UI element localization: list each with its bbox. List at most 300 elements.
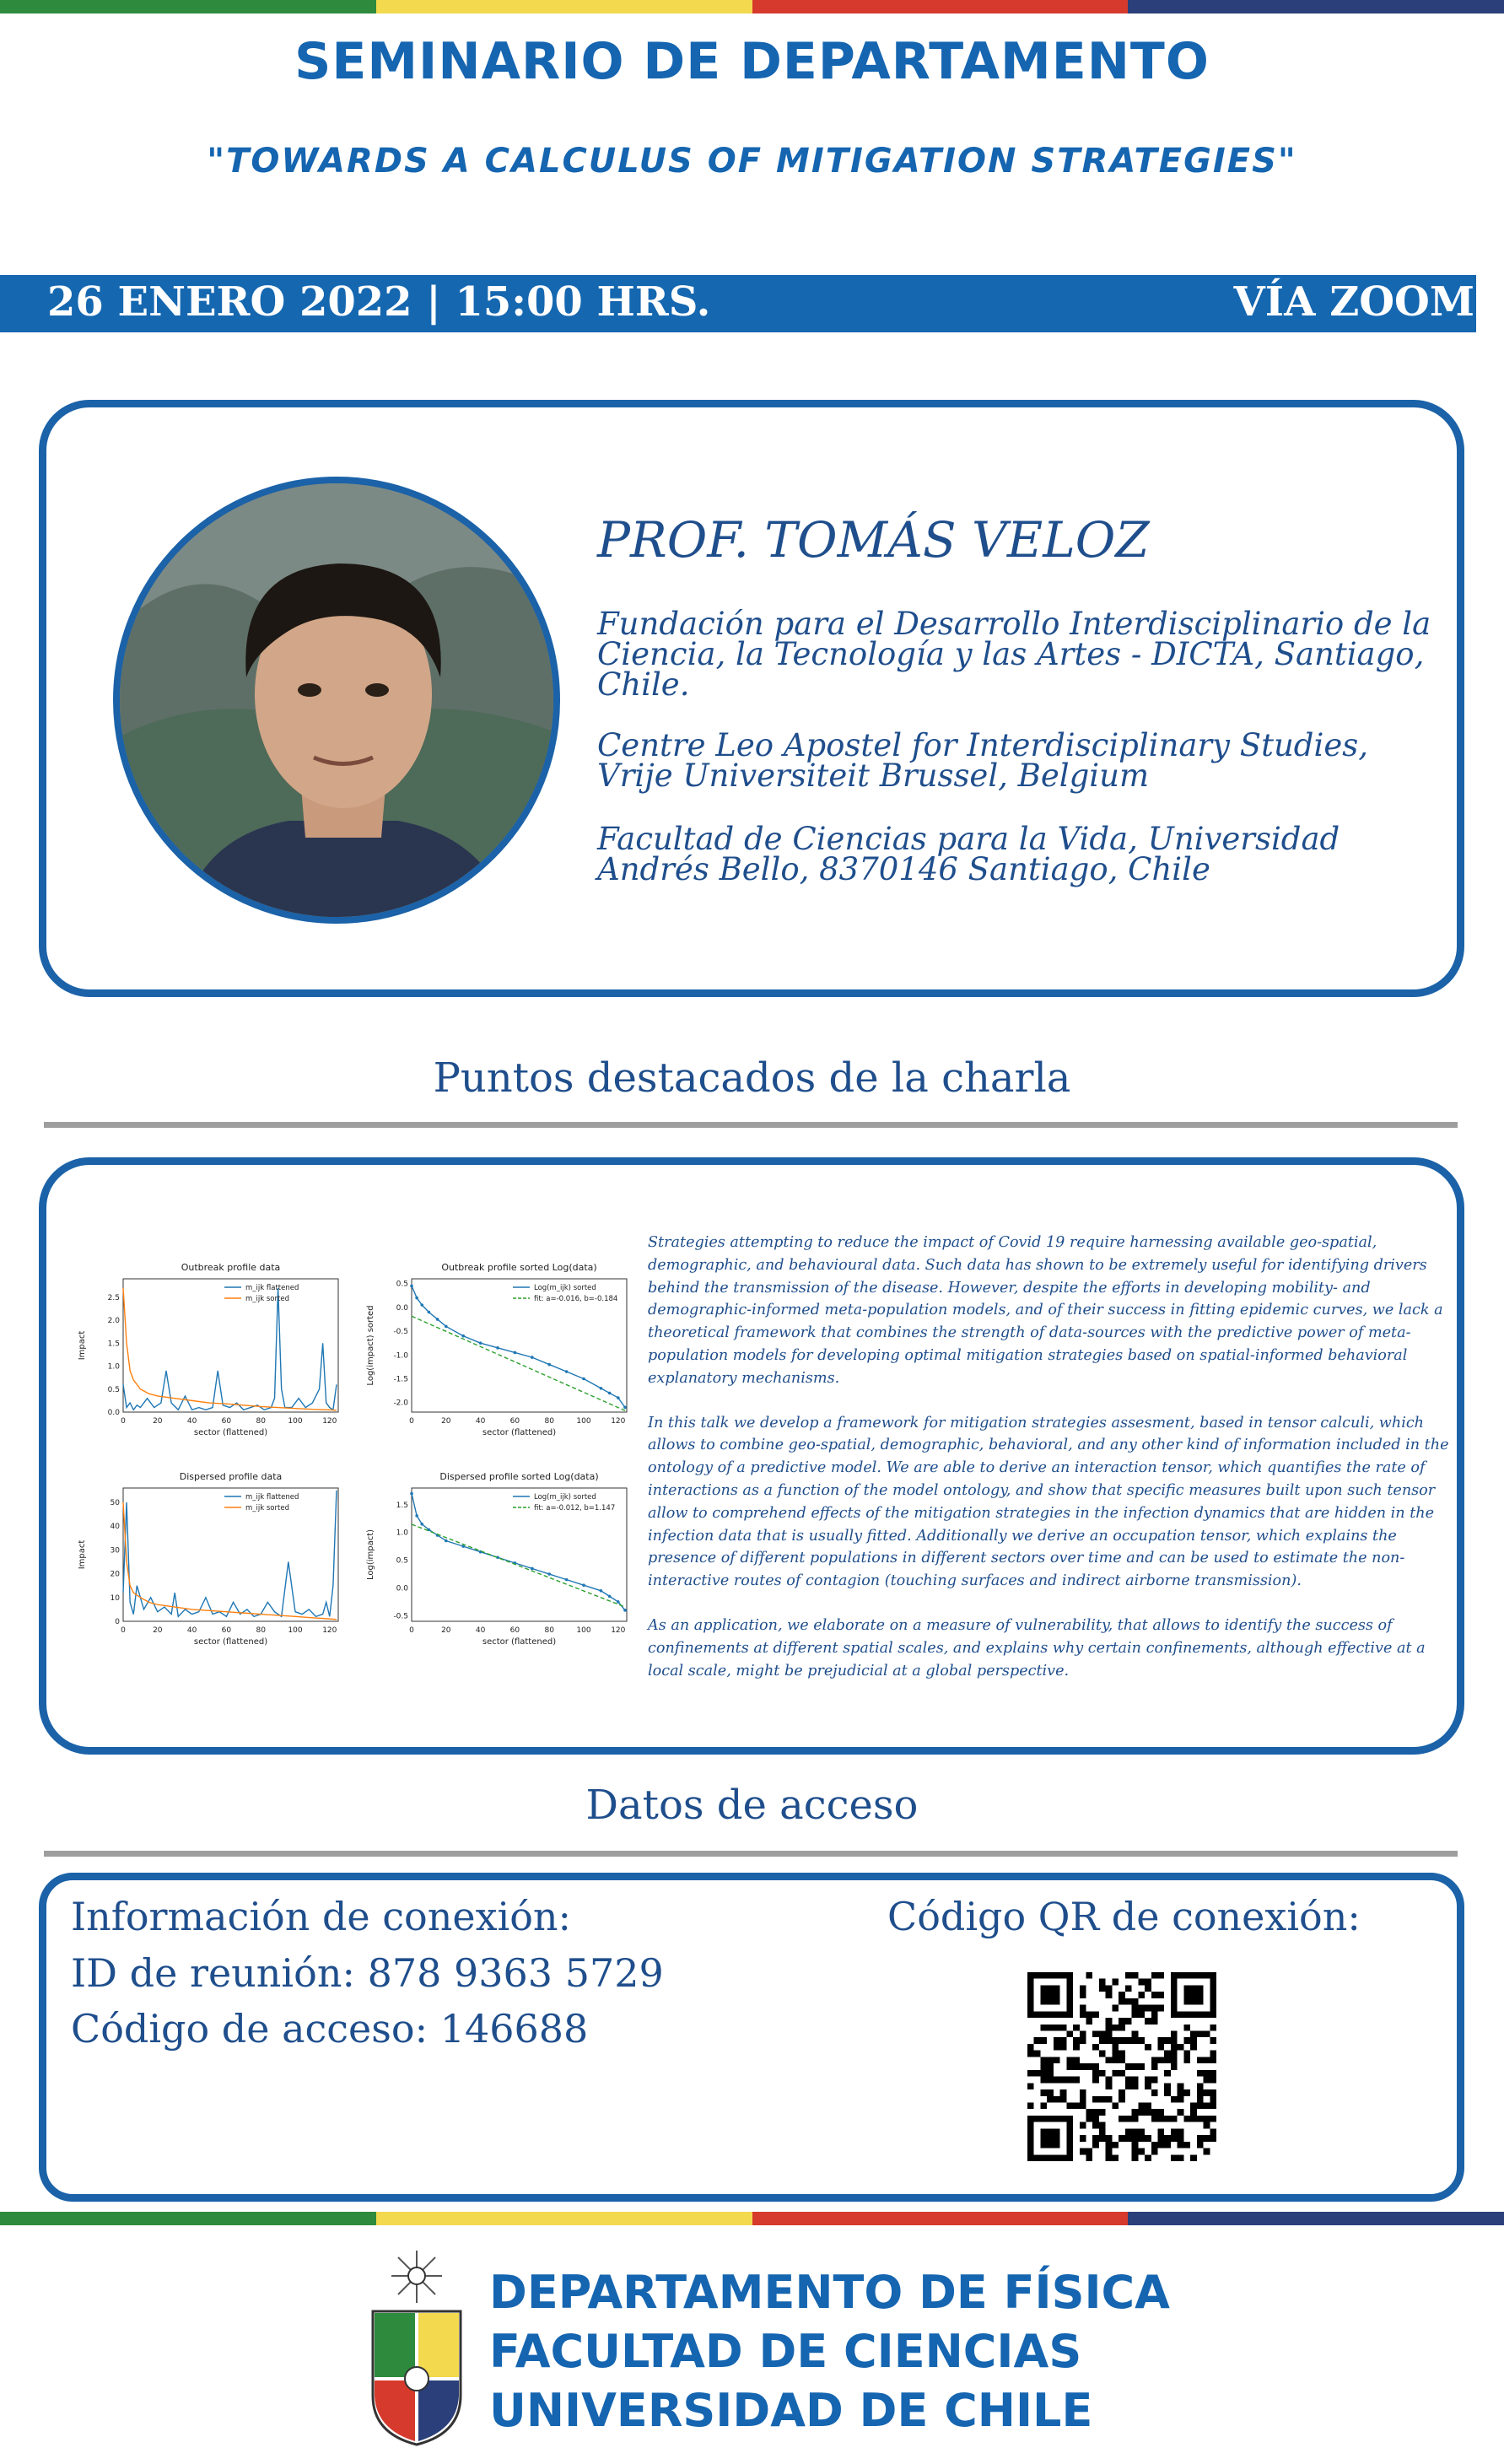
x-tick-label: 100 — [576, 1626, 591, 1635]
y-tick-label: -1.5 — [393, 1375, 408, 1384]
qr-module — [1204, 2070, 1210, 2077]
y-tick-label: 20 — [110, 1570, 120, 1579]
qr-module — [1092, 2122, 1099, 2129]
qr-module — [1099, 2096, 1106, 2103]
qr-module — [1164, 2051, 1171, 2057]
qr-module — [1080, 1985, 1086, 1992]
qr-module — [1138, 2037, 1145, 2044]
qr-module — [1073, 2063, 1080, 2070]
y-tick-label: 1.5 — [396, 1501, 408, 1510]
qr-module — [1125, 1985, 1132, 1992]
qr-module — [1040, 2037, 1047, 2044]
qr-module — [1066, 2057, 1073, 2063]
chart-title: Dispersed profile data — [179, 1471, 283, 1482]
chart-title: Outbreak profile sorted Log(data) — [441, 1262, 597, 1273]
qr-module — [1132, 2109, 1139, 2116]
qr-module — [1040, 2063, 1047, 2070]
qr-module — [1112, 2154, 1119, 2161]
university-name: UNIVERSIDAD DE CHILE — [489, 2384, 1093, 2437]
qr-module — [1092, 2063, 1099, 2070]
qr-module — [1132, 1972, 1139, 1979]
qr-module — [1132, 2142, 1139, 2149]
data-point — [531, 1356, 534, 1359]
qr-module — [1106, 2154, 1113, 2161]
qr-module — [1112, 2102, 1119, 2109]
qr-module — [1151, 2057, 1158, 2063]
qr-module — [1178, 2109, 1184, 2116]
qr-module — [1112, 2051, 1119, 2057]
y-tick-label: 30 — [110, 1546, 120, 1556]
qr-module — [1106, 2096, 1113, 2103]
qr-module — [1151, 2011, 1158, 2018]
data-point — [547, 1572, 551, 1576]
qr-module — [1197, 2116, 1204, 2122]
qr-module — [1106, 2057, 1113, 2063]
qr-module — [1145, 2077, 1151, 2084]
y-tick-label: -2.0 — [393, 1399, 408, 1408]
x-tick-label: 80 — [544, 1417, 554, 1426]
qr-module — [1210, 2037, 1216, 2044]
y-tick-label: 0.0 — [396, 1584, 408, 1593]
qr-module — [1047, 2025, 1054, 2031]
data-point — [565, 1578, 569, 1582]
qr-module — [1119, 2116, 1125, 2122]
qr-module — [1086, 2154, 1093, 2161]
qr-module — [1151, 2005, 1158, 2012]
qr-module — [1171, 2116, 1178, 2122]
qr-module — [1047, 2063, 1054, 2070]
qr-module — [1210, 2070, 1216, 2077]
qr-module — [1073, 2044, 1080, 2051]
qr-module — [1125, 2037, 1132, 2044]
x-tick-label: 120 — [611, 1626, 626, 1635]
x-tick-label: 40 — [475, 1417, 486, 1426]
qr-module — [1099, 2070, 1106, 2077]
x-tick-label: 60 — [509, 1417, 520, 1426]
university-crest-logo — [364, 2244, 469, 2446]
qr-module — [1151, 1972, 1158, 1979]
data-point — [420, 1303, 423, 1307]
qr-module — [1171, 2128, 1178, 2135]
data-point — [608, 1595, 612, 1599]
qr-module — [1132, 2031, 1139, 2038]
qr-module — [1157, 2116, 1164, 2122]
highlights-heading: Puntos destacados de la charla — [433, 1054, 1071, 1102]
qr-module — [1151, 2063, 1158, 2070]
data-point — [582, 1583, 585, 1587]
abstract-paragraph: In this talk we develop a framework for mitigation strategies assesment, based in tensor calculi, which allows to combine geo-spatial, demographic, behavioral, and any other kind of information included in the ontology of a predictive model. We are able to derive an interaction tensor, which quantifies the rate of interactions as a function of the model ontology, and show that specific measures built upon such tensor allow to comprehend effects of the mitigation strategies in the infection dynamics that are hidden in the infection data that is usually fitted. Additionally we derive an occupation tensor, which explains the presence of different populations in different sectors over time and can be used to estimate the non-interactive routes of contagion (touching surfaces and indirect airborne transmission). — [648, 1414, 1449, 1590]
qr-module — [1210, 2057, 1216, 2063]
qr-module — [1106, 2083, 1113, 2089]
x-tick-label: 80 — [256, 1417, 266, 1426]
qr-module — [1060, 2077, 1067, 2084]
qr-module — [1164, 2070, 1171, 2077]
qr-module — [1080, 2135, 1086, 2142]
qr-module — [1151, 2089, 1158, 2096]
qr-module — [1027, 2102, 1034, 2109]
qr-module — [1197, 2142, 1204, 2149]
qr-code[interactable] — [1027, 1972, 1216, 2161]
y-tick-label: 0.0 — [107, 1409, 120, 1417]
qr-module — [1197, 2031, 1204, 2038]
y-tick-label: 0.5 — [107, 1385, 120, 1394]
qr-module — [1060, 2044, 1067, 2051]
qr-module — [1210, 2096, 1216, 2103]
qr-module — [1197, 2102, 1204, 2109]
qr-module — [1183, 2051, 1190, 2057]
qr-module — [1197, 2083, 1204, 2089]
legend-entry: fit: a=-0.012, b=1.147 — [534, 1504, 616, 1512]
qr-module — [1171, 2135, 1178, 2142]
qr-finder — [1183, 1985, 1203, 2004]
x-axis-label: sector (flattened) — [193, 1637, 268, 1647]
qr-module — [1106, 2149, 1113, 2155]
qr-module — [1119, 2037, 1125, 2044]
legend-entry: m_ijk flattened — [245, 1493, 299, 1502]
qr-module — [1099, 2135, 1106, 2142]
y-tick-label: -1.0 — [393, 1351, 408, 1361]
data-point — [410, 1492, 413, 1496]
data-point — [623, 1609, 627, 1612]
qr-module — [1204, 2116, 1210, 2122]
qr-module — [1164, 2057, 1171, 2063]
y-tick-label: 0.0 — [396, 1303, 408, 1313]
qr-module — [1145, 2044, 1151, 2051]
qr-module — [1092, 2135, 1099, 2142]
qr-module — [1106, 1985, 1113, 1992]
qr-module — [1119, 2070, 1125, 2077]
chart-outbreak-profile — [74, 1257, 353, 1451]
qr-module — [1080, 2089, 1086, 2096]
qr-module — [1178, 2142, 1184, 2149]
qr-module — [1066, 2031, 1073, 2038]
y-tick-label: 10 — [110, 1593, 120, 1603]
qr-module — [1197, 2070, 1204, 2077]
qr-module — [1040, 2070, 1047, 2077]
qr-module — [1092, 2077, 1099, 2084]
qr-module — [1047, 2057, 1054, 2063]
qr-module — [1138, 2102, 1145, 2109]
data-point — [600, 1387, 603, 1390]
qr-module — [1054, 2025, 1060, 2031]
qr-module — [1197, 2057, 1204, 2063]
qr-module — [1060, 2025, 1067, 2031]
qr-module — [1119, 2057, 1125, 2063]
y-axis-label: Impact — [78, 1539, 87, 1570]
qr-module — [1054, 2044, 1060, 2051]
qr-module — [1099, 2109, 1106, 2116]
y-tick-label: 0.5 — [396, 1280, 408, 1289]
data-point — [547, 1363, 551, 1367]
qr-module — [1138, 1992, 1145, 1998]
qr-module — [1132, 2128, 1139, 2135]
qr-module — [1054, 2096, 1060, 2103]
qr-module — [1125, 2018, 1132, 2025]
x-tick-label: 120 — [322, 1417, 337, 1426]
qr-module — [1112, 1979, 1119, 1986]
y-axis-label: Impact — [78, 1330, 87, 1361]
qr-module — [1066, 2077, 1073, 2084]
qr-module — [1157, 2142, 1164, 2149]
legend-entry: Log(m_ijk) sorted — [534, 1284, 596, 1292]
qr-module — [1099, 2031, 1106, 2038]
data-point — [410, 1285, 413, 1288]
date-venue-bar — [0, 275, 1476, 332]
qr-module — [1080, 2149, 1086, 2155]
qr-module — [1171, 2057, 1178, 2063]
qr-module — [1106, 2077, 1113, 2084]
x-axis-label: sector (flattened) — [482, 1637, 557, 1647]
qr-module — [1157, 2128, 1164, 2135]
qr-module — [1092, 2031, 1099, 2038]
qr-module — [1106, 2135, 1113, 2142]
qr-module — [1119, 2096, 1125, 2103]
qr-module — [1178, 2135, 1184, 2142]
qr-module — [1034, 2037, 1041, 2044]
y-tick-label: 1.0 — [107, 1362, 120, 1372]
qr-module — [1164, 2142, 1171, 2149]
qr-module — [1145, 2135, 1151, 2142]
qr-module — [1145, 1985, 1151, 1992]
qr-module — [1034, 2051, 1041, 2057]
y-tick-label: 0 — [115, 1618, 120, 1626]
x-tick-label: 100 — [288, 1626, 303, 1635]
qr-module — [1204, 2135, 1210, 2142]
qr-module — [1145, 2005, 1151, 2012]
data-point — [582, 1378, 585, 1381]
qr-module — [1112, 2057, 1119, 2063]
qr-module — [1164, 2089, 1171, 2096]
qr-module — [1040, 2102, 1047, 2109]
legend-entry: Log(m_ijk) sorted — [534, 1493, 596, 1502]
x-axis-label: sector (flattened) — [193, 1428, 268, 1437]
qr-module — [1151, 1992, 1158, 1998]
qr-module — [1080, 2037, 1086, 2044]
x-tick-label: 20 — [153, 1626, 163, 1635]
qr-module — [1183, 2089, 1190, 2096]
access-code: Código de acceso: 146688 — [71, 2006, 589, 2052]
data-point — [496, 1346, 499, 1350]
qr-module — [1197, 2089, 1204, 2096]
x-tick-label: 60 — [221, 1626, 232, 1635]
qr-module — [1178, 2154, 1184, 2161]
qr-module — [1171, 2051, 1178, 2057]
qr-module — [1086, 2011, 1093, 2018]
qr-module — [1138, 1979, 1145, 1986]
qr-module — [1073, 2057, 1080, 2063]
qr-module — [1204, 2122, 1210, 2129]
qr-module — [1171, 2031, 1178, 2038]
y-tick-label: 1.5 — [107, 1340, 120, 1349]
x-tick-label: 0 — [409, 1626, 414, 1635]
y-tick-label: -0.5 — [393, 1612, 408, 1621]
qr-module — [1157, 2005, 1164, 2012]
qr-module — [1040, 2089, 1047, 2096]
talk-title: "TOWARDS A CALCULUS OF MITIGATION STRATEGIES" — [207, 142, 1297, 181]
qr-module — [1132, 2149, 1139, 2155]
qr-module — [1132, 2135, 1139, 2142]
qr-module — [1151, 2142, 1158, 2149]
qr-module — [1145, 2083, 1151, 2089]
y-tick-label: 50 — [110, 1498, 120, 1507]
x-tick-label: 0 — [121, 1417, 126, 1426]
qr-module — [1183, 2142, 1190, 2149]
qr-module — [1040, 2025, 1047, 2031]
divider — [44, 1851, 1458, 1857]
qr-module — [1190, 2109, 1197, 2116]
y-tick-label: 2.0 — [107, 1317, 120, 1326]
qr-module — [1197, 2135, 1204, 2142]
qr-module — [1210, 2077, 1216, 2084]
qr-module — [1210, 2051, 1216, 2057]
qr-module — [1060, 2089, 1067, 2096]
qr-module — [1125, 2128, 1132, 2135]
qr-module — [1157, 1992, 1164, 1998]
meeting-id: ID de reunión: 878 9363 5729 — [71, 1950, 664, 1996]
qr-module — [1204, 2031, 1210, 2038]
qr-module — [1210, 2116, 1216, 2122]
qr-module — [1178, 2089, 1184, 2096]
qr-module — [1119, 2135, 1125, 2142]
qr-module — [1171, 2044, 1178, 2051]
qr-module — [1066, 2063, 1073, 2070]
y-tick-label: 1.0 — [396, 1529, 408, 1538]
qr-module — [1132, 2005, 1139, 2012]
qr-module — [1092, 2070, 1099, 2077]
y-tick-label: 0.5 — [396, 1556, 408, 1566]
qr-module — [1171, 2154, 1178, 2161]
qr-module — [1040, 2057, 1047, 2063]
qr-module — [1132, 2077, 1139, 2084]
qr-module — [1106, 2018, 1113, 2025]
qr-module — [1183, 2037, 1190, 2044]
qr-module — [1073, 2077, 1080, 2084]
qr-module — [1138, 2109, 1145, 2116]
qr-module — [1138, 2135, 1145, 2142]
qr-module — [1119, 2025, 1125, 2031]
qr-module — [1157, 2057, 1164, 2063]
abstract-paragraph: As an application, we elaborate on a measure of vulnerability, that allows to identify the success of confinements at different spatial scales, and explains why certain confinements, although effective at a local scale, might be prejudicial at a global perspective. — [648, 1616, 1426, 1680]
qr-module — [1054, 2077, 1060, 2084]
qr-module — [1054, 2057, 1060, 2063]
legend-entry: m_ijk flattened — [245, 1284, 299, 1292]
qr-module — [1210, 2102, 1216, 2109]
qr-module — [1073, 2037, 1080, 2044]
seminar-title: SEMINARIO DE DEPARTAMENTO — [294, 32, 1210, 91]
connection-info-heading: Información de conexión: — [71, 1894, 572, 1939]
access-heading: Datos de acceso — [585, 1782, 919, 1829]
qr-module — [1204, 2077, 1210, 2084]
qr-module — [1086, 2109, 1093, 2116]
qr-module — [1073, 2102, 1080, 2109]
qr-module — [1047, 2070, 1054, 2077]
x-tick-label: 40 — [186, 1417, 197, 1426]
x-tick-label: 0 — [121, 1626, 126, 1635]
chart-title: Outbreak profile data — [181, 1262, 281, 1273]
qr-heading: Código QR de conexión: — [887, 1894, 1361, 1939]
qr-module — [1080, 2031, 1086, 2038]
qr-module — [1132, 2011, 1139, 2018]
qr-module — [1178, 2128, 1184, 2135]
qr-module — [1204, 2089, 1210, 2096]
qr-module — [1092, 2109, 1099, 2116]
qr-module — [1138, 2011, 1145, 2018]
department-name: DEPARTAMENTO DE FÍSICA — [489, 2266, 1170, 2319]
qr-module — [1171, 2096, 1178, 2103]
affiliation: Facultad de Ciencias para la Vida, Universidad Andrés Bello, 8370146 Santiago, Chile — [597, 821, 1340, 887]
chart-title: Dispersed profile sorted Log(data) — [439, 1471, 599, 1482]
y-tick-label: 40 — [110, 1523, 120, 1532]
speaker-name: PROF. TOMÁS VELOZ — [597, 511, 1150, 569]
qr-module — [1099, 2128, 1106, 2135]
qr-module — [1027, 2070, 1034, 2077]
legend-entry: m_ijk sorted — [245, 1295, 289, 1303]
qr-module — [1151, 2109, 1158, 2116]
qr-module — [1125, 2063, 1132, 2070]
qr-module — [1210, 2128, 1216, 2135]
qr-module — [1164, 2037, 1171, 2044]
x-tick-label: 0 — [409, 1417, 414, 1426]
qr-module — [1034, 2070, 1041, 2077]
qr-module — [1099, 1985, 1106, 1992]
qr-module — [1027, 2083, 1034, 2089]
qr-module — [1086, 2149, 1093, 2155]
qr-module — [1112, 2005, 1119, 2012]
qr-module — [1138, 2128, 1145, 2135]
qr-module — [1178, 2044, 1184, 2051]
abstract-paragraph: Strategies attempting to reduce the impact of Covid 19 require harnessing available geo-spatial, demographic, and behavioural data. Such data has shown to be extremely useful for identifying drivers behind the transmission of the disease. However, despite the efforts in developing mobility- and demographic-informed meta-population models, and of their success in fitting epidemic curves, we lack a theoretical framework that combines the strength of data-sources with the predictive power of meta-population models for developing optimal mitigation strategies based on spatial-informed behavioral explanatory mechanisms. — [648, 1234, 1443, 1387]
qr-module — [1178, 2096, 1184, 2103]
qr-module — [1132, 2063, 1139, 2070]
qr-module — [1132, 2037, 1139, 2044]
qr-module — [1119, 2089, 1125, 2096]
qr-module — [1047, 2089, 1054, 2096]
bottom-color-stripe — [0, 2212, 1504, 2225]
qr-module — [1145, 2018, 1151, 2025]
qr-module — [1040, 2077, 1047, 2084]
qr-module — [1119, 1992, 1125, 1998]
data-point — [415, 1297, 418, 1300]
divider — [44, 1122, 1458, 1128]
qr-module — [1132, 2154, 1139, 2161]
qr-module — [1092, 2011, 1099, 2018]
qr-module — [1112, 2044, 1119, 2051]
y-tick-label: 2.5 — [107, 1293, 120, 1302]
x-tick-label: 80 — [544, 1626, 554, 1635]
qr-module — [1112, 2037, 1119, 2044]
qr-module — [1080, 2011, 1086, 2018]
qr-module — [1086, 2063, 1093, 2070]
data-point — [420, 1523, 423, 1526]
qr-module — [1145, 1979, 1151, 1986]
x-tick-label: 20 — [441, 1417, 451, 1426]
qr-module — [1106, 2025, 1113, 2031]
qr-module — [1190, 2044, 1197, 2051]
data-point — [565, 1370, 569, 1373]
x-tick-label: 60 — [221, 1417, 232, 1426]
x-tick-label: 40 — [186, 1626, 197, 1635]
top-color-stripe — [0, 0, 1504, 13]
data-point — [514, 1351, 517, 1355]
qr-module — [1073, 2025, 1080, 2031]
qr-module — [1151, 2116, 1158, 2122]
x-tick-label: 20 — [441, 1626, 451, 1635]
qr-module — [1145, 2109, 1151, 2116]
chart-dispersed-profile — [74, 1466, 353, 1660]
qr-module — [1164, 2083, 1171, 2089]
y-axis-label: Log(impact) — [366, 1529, 375, 1581]
qr-module — [1138, 2149, 1145, 2155]
